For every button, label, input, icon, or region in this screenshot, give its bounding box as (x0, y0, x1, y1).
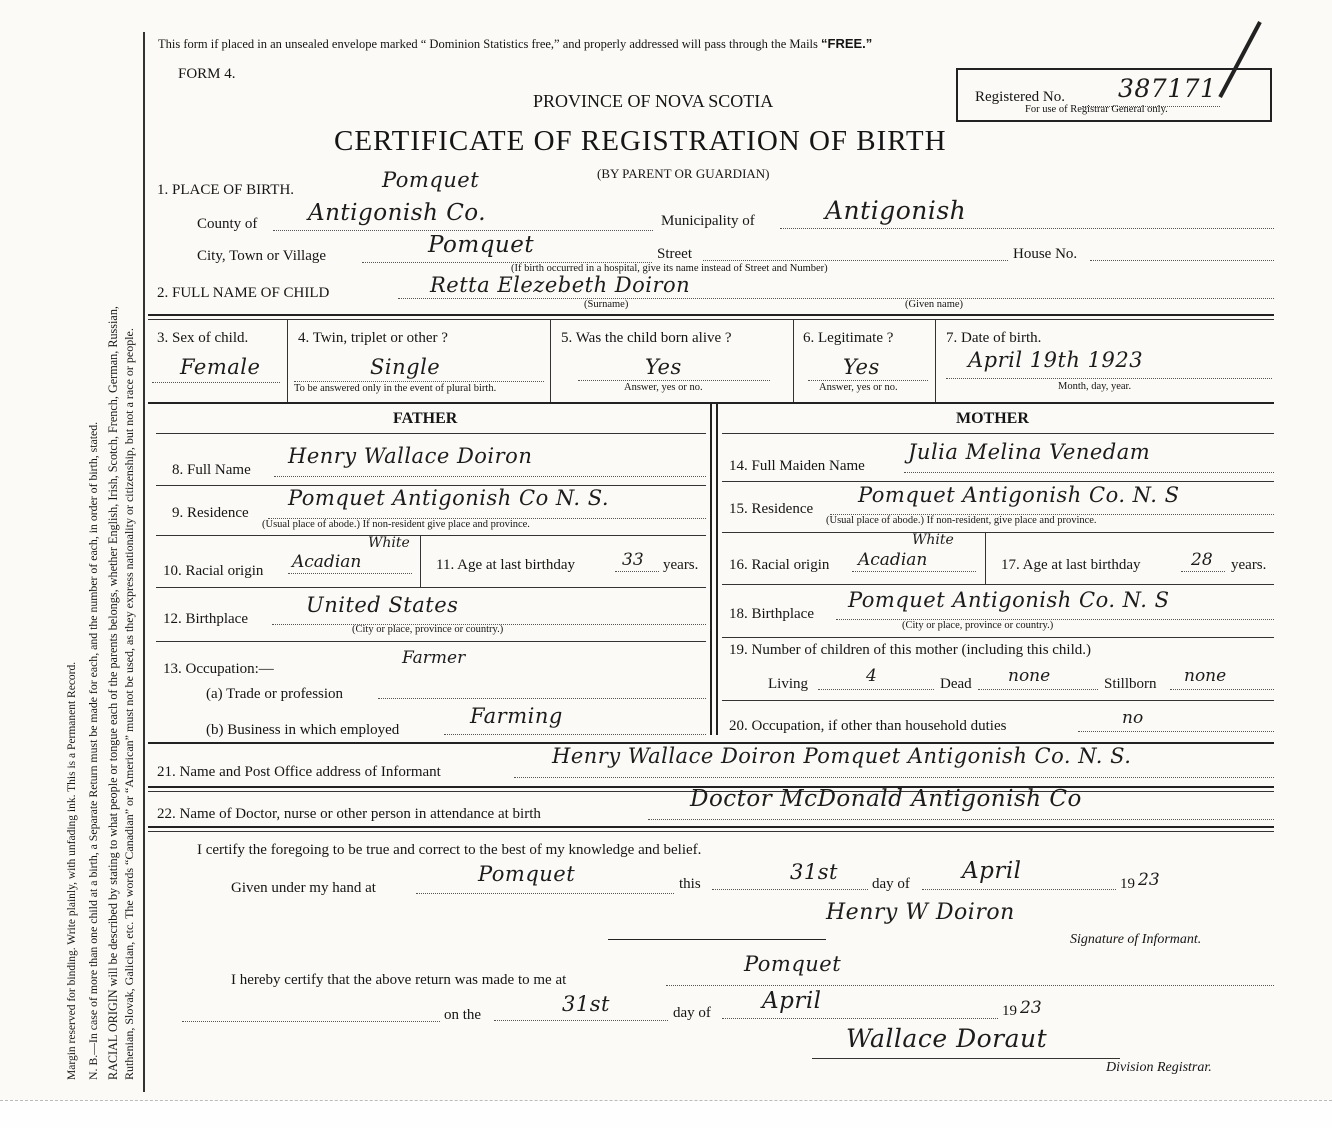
mail-notice (158, 36, 872, 52)
mother-age-label: 17. Age at last birthday (1001, 557, 1141, 573)
municipality-line (780, 228, 1274, 229)
page-title: CERTIFICATE OF REGISTRATION OF BIRTH (334, 125, 947, 157)
certify-statement: I certify the foregoing to be true and correct to the best of my knowledge and belief. (197, 842, 702, 858)
form-number: FORM 4. (178, 66, 236, 82)
given-place-line (416, 893, 674, 894)
divider (710, 402, 712, 735)
street-line (703, 260, 1008, 261)
county-line (273, 230, 653, 231)
municipality-value: Antigonish (825, 196, 967, 225)
mother-name-value: Julia Melina Venedam (908, 440, 1151, 464)
father-name-value: Henry Wallace Doiron (288, 444, 533, 468)
mother-name-line (904, 472, 1274, 473)
father-birthplace-value: United States (306, 593, 459, 617)
margin-note-multiple-births: N. B.—In case of more than one child at a birth, a Separate Return must be made for each, and the number of each, in order of birth, stated. (86, 421, 100, 1080)
father-birthplace-label: 12. Birthplace (163, 611, 248, 627)
division-registrar-label: Division Registrar. (1106, 1060, 1212, 1075)
house-number-line (1090, 260, 1274, 261)
registrar-place-value: Pomquet (744, 952, 842, 976)
binding-margin-line (143, 32, 145, 1092)
dob-line (946, 378, 1272, 379)
business-line (444, 734, 706, 735)
legitimate-line (808, 380, 928, 381)
registrar-day-of-label: day of (673, 1005, 711, 1021)
divider (935, 320, 936, 402)
mother-age-line (1181, 571, 1225, 572)
mother-racial-value: Acadian (858, 550, 928, 570)
legitimate-note: Answer, yes or no. (819, 382, 898, 393)
registrar-place-line (666, 985, 1274, 986)
legitimate-value: Yes (843, 355, 880, 379)
dob-label: 7. Date of birth. (946, 330, 1042, 346)
father-residence-value: Pomquet Antigonish Co N. S. (288, 486, 610, 510)
registrar-month-value: April (762, 988, 822, 1014)
given-under-label: Given under my hand at (231, 880, 376, 896)
born-alive-line (578, 380, 770, 381)
father-age-line (615, 571, 659, 572)
registrar-year-value: 23 (1020, 998, 1042, 1018)
year-value: 23 (1138, 870, 1160, 890)
living-value: 4 (866, 666, 877, 686)
born-alive-value: Yes (645, 355, 682, 379)
place-of-birth-value: Pomquet (382, 168, 480, 192)
rule (156, 587, 706, 588)
rule (148, 319, 1274, 320)
street-label: Street (657, 246, 692, 262)
registrar-prefix-line (182, 1021, 440, 1022)
rule (722, 700, 1274, 701)
informant-label: 21. Name and Post Office address of Informant (157, 764, 441, 780)
father-age-value: 33 (622, 550, 644, 570)
mail-notice-free: “FREE.” (821, 36, 873, 51)
twin-note: To be answered only in the event of plural birth. (294, 383, 497, 394)
father-occupation-value: Farmer (402, 648, 466, 668)
rule (722, 637, 1274, 638)
informant-signature: Henry W Doiron (826, 900, 1015, 925)
rule (722, 481, 1274, 482)
divider (793, 320, 794, 402)
child-name-label: 2. FULL NAME OF CHILD (157, 285, 330, 301)
mother-residence-value: Pomquet Antigonish Co. N. S (858, 483, 1180, 507)
mother-residence-label: 15. Residence (729, 501, 814, 517)
legitimate-label: 6. Legitimate ? (803, 330, 894, 346)
mother-birthplace-label: 18. Birthplace (729, 606, 814, 622)
given-name-caption: (Given name) (905, 299, 964, 310)
mother-age-value: 28 (1191, 550, 1213, 570)
registrar-month-line (722, 1018, 998, 1019)
rule (156, 641, 706, 642)
mother-racial-label: 16. Racial origin (729, 557, 830, 573)
mother-racial-extra: White (912, 532, 954, 548)
registered-label: Registered No. (975, 89, 1065, 105)
city-value: Pomquet (428, 232, 535, 258)
rule (148, 831, 1274, 832)
father-racial-line (288, 573, 412, 574)
month-value: April (962, 858, 1022, 884)
this-label: this (679, 876, 701, 892)
rule (156, 535, 706, 536)
surname-caption: (Surname) (584, 299, 629, 310)
hospital-note: (If birth occurred in a hospital, give its name instead of Street and Number) (511, 263, 828, 274)
mother-occupation-line (1078, 731, 1274, 732)
paper-bottom-edge (0, 1100, 1332, 1128)
business-label: (b) Business in which employed (206, 722, 400, 738)
rule (722, 433, 1274, 434)
sex-value: Female (180, 355, 261, 379)
father-racial-extra: White (368, 535, 410, 551)
registrar-day-line (494, 1020, 668, 1021)
father-racial-value: Acadian (292, 552, 362, 572)
children-count-label: 19. Number of children of this mother (including this child.) (729, 642, 1092, 658)
mother-occupation-label: 20. Occupation, if other than household duties (729, 718, 1007, 734)
father-name-line (274, 476, 706, 477)
born-alive-note: Answer, yes or no. (624, 382, 703, 393)
place-of-birth-label: 1. PLACE OF BIRTH. (157, 182, 295, 198)
registrar-year-prefix: 19 (1002, 1003, 1017, 1019)
father-name-label: 8. Full Name (172, 462, 251, 478)
dead-value: none (1008, 666, 1051, 686)
stillborn-line (1170, 689, 1274, 690)
mother-heading: MOTHER (956, 410, 1029, 427)
page-subtitle: (BY PARENT OR GUARDIAN) (597, 166, 770, 181)
registrar-statement: I hereby certify that the above return was made to me at (231, 972, 567, 988)
stillborn-label: Stillborn (1104, 676, 1157, 692)
father-residence-note: (Usual place of abode.) If non-resident give place and province. (262, 519, 530, 530)
dob-note: Month, day, year. (1058, 381, 1132, 392)
province-heading: PROVINCE OF NOVA SCOTIA (533, 91, 774, 111)
informant-value: Henry Wallace Doiron Pomquet Antigonish Co. N. S. (552, 744, 1132, 768)
registrar-day-value: 31st (562, 992, 610, 1016)
father-birthplace-note: (City or place, province or country.) (352, 624, 504, 635)
doctor-line (648, 819, 1274, 820)
trade-label: (a) Trade or profession (206, 686, 344, 702)
month-line (922, 889, 1116, 890)
informant-line (514, 777, 1274, 778)
twin-label: 4. Twin, triplet or other ? (298, 330, 448, 346)
city-label: City, Town or Village (197, 248, 327, 264)
mother-racial-line (852, 571, 976, 572)
divider (420, 535, 421, 587)
registrar-signature: Wallace Doraut (846, 1024, 1048, 1053)
municipality-label: Municipality of (661, 213, 755, 229)
business-value: Farming (470, 704, 563, 728)
father-occupation-label: 13. Occupation:— (163, 661, 274, 677)
day-of-label: day of (872, 876, 910, 892)
divider (716, 402, 718, 735)
father-heading: FATHER (393, 410, 458, 427)
doctor-label: 22. Name of Doctor, nurse or other person in attendance at birth (157, 806, 541, 822)
mother-residence-note: (Usual place of abode.) If non-resident, give place and province. (826, 515, 1097, 526)
mother-birthplace-note: (City or place, province or country.) (902, 620, 1054, 631)
sex-line (152, 382, 280, 383)
mother-age-years: years. (1231, 557, 1267, 573)
mail-notice-text: This form if placed in an unsealed envelope marked “ Dominion Statistics free,” and properly addressed will pass through the Mails (158, 37, 818, 51)
county-label: County of (197, 216, 258, 232)
house-number-label: House No. (1013, 246, 1078, 262)
rule (148, 826, 1274, 828)
rule (722, 584, 1274, 585)
rule (608, 939, 826, 940)
registration-box (956, 68, 1272, 122)
on-the-label: on the (444, 1007, 482, 1023)
child-name-line (398, 298, 1274, 299)
divider (985, 532, 986, 584)
informant-signature-label: Signature of Informant. (1070, 932, 1202, 947)
trade-line (378, 698, 706, 699)
rule (812, 1058, 1120, 1059)
margin-notes (0, 0, 150, 1127)
born-alive-label: 5. Was the child born alive ? (561, 330, 732, 346)
margin-note-nationality: Ruthenian, Slovak, Galician, etc. The words “Canadian” or “American” must not be used, as they express nationality or citizenship, but not a race or people. (122, 328, 136, 1080)
father-age-years: years. (663, 557, 699, 573)
divider (550, 320, 551, 402)
day-value: 31st (790, 860, 838, 884)
dead-label: Dead (940, 676, 972, 692)
stillborn-value: none (1184, 666, 1227, 686)
rule (156, 433, 706, 434)
given-place-value: Pomquet (478, 862, 576, 886)
mother-occupation-value: no (1122, 708, 1144, 728)
living-line (818, 689, 934, 690)
divider (287, 320, 288, 402)
county-value: Antigonish Co. (308, 200, 487, 226)
doctor-value: Doctor McDonald Antigonish Co (690, 786, 1082, 812)
living-label: Living (768, 676, 808, 692)
margin-note-binding: Margin reserved for binding. Write plainly, with unfading ink. This is a Permanent Record. (66, 661, 78, 1080)
registered-number: 387171 (1118, 74, 1217, 103)
twin-line (294, 381, 544, 382)
registrar-note: For use of Registrar General only. (1025, 104, 1168, 115)
dob-value: April 19th 1923 (968, 348, 1144, 372)
father-racial-label: 10. Racial origin (163, 563, 264, 579)
father-residence-label: 9. Residence (172, 505, 249, 521)
margin-note-racial-origin: RACIAL ORIGIN will be described by stating to what people or tongue each of the parents belongs, whether English, Irish, Scotch, French, German, Russian, (106, 306, 120, 1080)
father-age-label: 11. Age at last birthday (436, 557, 575, 573)
child-name-value: Retta Elezebeth Doiron (430, 273, 691, 297)
day-line (712, 889, 868, 890)
year-prefix: 19 (1120, 876, 1135, 892)
twin-value: Single (370, 355, 441, 379)
dead-line (978, 689, 1098, 690)
mother-name-label: 14. Full Maiden Name (729, 458, 865, 474)
mother-birthplace-value: Pomquet Antigonish Co. N. S (848, 588, 1170, 612)
rule (148, 314, 1274, 316)
sex-label: 3. Sex of child. (157, 330, 249, 346)
rule (722, 532, 1274, 533)
